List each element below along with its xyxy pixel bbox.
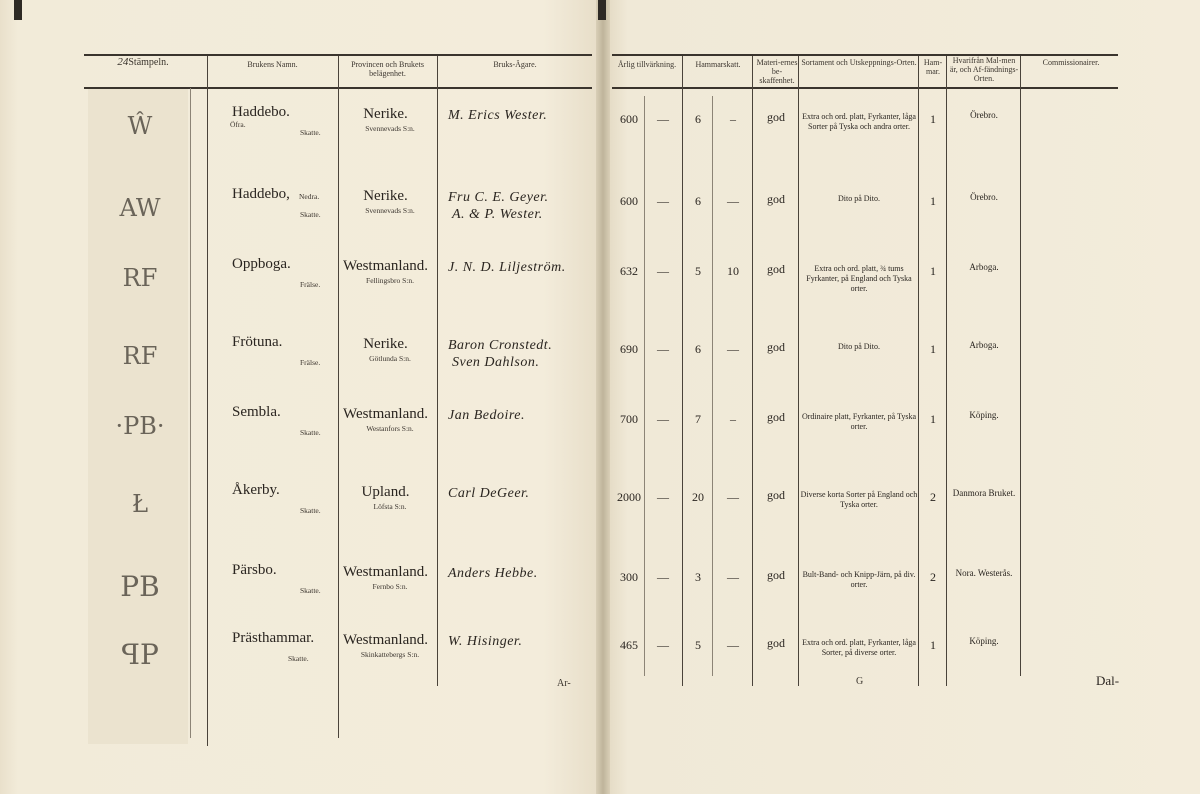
annual-output: 690	[620, 342, 638, 356]
col-rule	[682, 56, 683, 686]
ore-origin: Danmora Bruket.	[952, 488, 1016, 498]
ore-origin: Köping.	[969, 410, 999, 420]
stamp-mark: ꟼP	[121, 638, 159, 671]
owner: Carl DeGeer.	[448, 486, 530, 501]
owner: W. Hisinger.	[448, 634, 523, 649]
hammer-tax: 6	[695, 342, 701, 356]
signature-mark: G	[856, 676, 864, 687]
col-rule	[918, 56, 919, 686]
annual-output: 465	[620, 638, 638, 652]
assortment: Extra och ord. platt, Fyrkanter, låga Sorter på Tyska och andra orter.	[802, 112, 916, 131]
assortment: Dito på Dito.	[838, 342, 880, 351]
hammer-count: 1	[930, 194, 936, 208]
col-rule	[437, 56, 438, 686]
annual-output: 600	[620, 194, 638, 208]
parish: Fernbo S:n.	[372, 582, 408, 591]
province: Nerike.	[363, 106, 408, 122]
annual-output: 600	[620, 112, 638, 126]
stamp-mark: Ŵ	[127, 112, 153, 140]
hammer-tax-fraction: —	[727, 570, 739, 584]
ore-origin: Köping.	[969, 636, 999, 646]
header-stamp: 24Stämpeln.	[117, 56, 169, 68]
works-name: Frötuna.	[232, 334, 283, 350]
hammer-tax-fraction: —	[727, 638, 739, 652]
ore-origin: Örebro.	[970, 192, 998, 202]
province: Westmanland.	[342, 258, 429, 274]
works-tax-status: Frälse.	[300, 358, 321, 367]
col-rule	[798, 56, 799, 686]
output-dash: —	[657, 638, 669, 652]
works-name: Prästhammar.	[232, 630, 315, 646]
owner: Anders Hebbe.	[448, 566, 538, 581]
ore-origin: Örebro.	[970, 110, 998, 120]
ore-origin: Arboga.	[969, 340, 999, 350]
works-tax-status: Skatte.	[300, 128, 321, 137]
hammer-count: 2	[930, 570, 936, 584]
parish: Götlunda S:n.	[369, 354, 411, 363]
works-tax-status: Frälse.	[300, 280, 321, 289]
annual-output: 2000	[617, 490, 641, 504]
clip-center	[598, 0, 606, 20]
header-owner: Bruks-Ägare.	[493, 60, 537, 69]
owner-second: A. & P. Wester.	[452, 207, 543, 222]
col-rule	[946, 56, 947, 686]
col-rule	[712, 96, 713, 676]
output-dash: —	[657, 264, 669, 278]
ore-origin: Nora. Westerås.	[955, 568, 1013, 578]
province: Westmanland.	[342, 406, 429, 422]
hammer-tax-fraction: 10	[727, 264, 739, 278]
works-name: Haddebo,	[232, 186, 290, 202]
book-gutter	[596, 0, 610, 794]
header-top-rule-right	[612, 54, 1118, 56]
parish: Skinkattebergs S:n.	[360, 650, 420, 659]
material-quality: god	[767, 568, 785, 582]
hammer-count: 1	[930, 638, 936, 652]
annual-output: 632	[620, 264, 638, 278]
owner: Fru C. E. Geyer.	[448, 190, 549, 205]
province: Upland.	[361, 484, 410, 500]
material-quality: god	[767, 410, 785, 424]
assortment: Bult-Band- och Knipp-Järn, på div. orter.	[802, 570, 916, 589]
col-rule	[190, 88, 191, 738]
col-rule	[752, 56, 753, 686]
output-dash: —	[657, 490, 669, 504]
works-subname: Öfra.	[230, 120, 246, 129]
owner: Jan Bedoire.	[448, 408, 526, 423]
hammer-tax: 6	[695, 112, 701, 126]
hammer-tax: 5	[695, 638, 701, 652]
hammer-tax-fraction: —	[727, 490, 739, 504]
owner: Baron Cronstedt.	[448, 338, 553, 353]
hammer-tax: 3	[695, 570, 701, 584]
works-name: Haddebo.	[232, 104, 290, 120]
material-quality: god	[767, 110, 785, 124]
assortment: Dito på Dito.	[838, 194, 880, 203]
parish: Westanfors S:n.	[366, 424, 414, 433]
parish: Löfsta S:n.	[373, 502, 407, 511]
annual-output: 300	[620, 570, 638, 584]
stamp-mark: AW	[119, 194, 161, 222]
hammer-count: 1	[930, 264, 936, 278]
owner: J. N. D. Liljeström.	[448, 260, 566, 275]
hammer-tax: 6	[695, 194, 701, 208]
owner-second: Sven Dahlson.	[452, 355, 540, 370]
works-tax-status: Skatte.	[300, 586, 321, 595]
works-subname: Nedra.	[299, 192, 320, 201]
header-province: Provincen och Brukets belägenhet.	[351, 60, 424, 78]
material-quality: god	[767, 488, 785, 502]
header-material: Materi-ernes be-skaffenhet.	[756, 58, 798, 85]
annual-output: 700	[620, 412, 638, 426]
header-name: Brukens Namn.	[247, 60, 298, 69]
works-tax-status: Skatte.	[300, 506, 321, 515]
parish: Svennevads S:n.	[365, 206, 415, 215]
stamp-mark: RF	[122, 342, 158, 370]
col-rule	[644, 96, 645, 676]
assortment: Extra och ord. platt, ¾ tums Fyrkanter, på England och Tyska orter.	[806, 264, 912, 293]
hammer-tax-fraction: –	[730, 412, 736, 426]
stamp-mark: PB	[120, 570, 160, 603]
header-tax: Hammarskatt.	[695, 60, 741, 69]
parish: Svennevads S:n.	[365, 124, 415, 133]
stamp-mark: ·PB·	[115, 412, 165, 440]
works-tax-status: Skatte.	[300, 428, 321, 437]
assortment: Ordinaire platt, Fyrkanter, på Tyska orter.	[801, 412, 917, 431]
hammer-tax-fraction: —	[727, 342, 739, 356]
ore-origin: Arboga.	[969, 262, 999, 272]
hammer-tax: 7	[695, 412, 701, 426]
hammer-tax: 5	[695, 264, 701, 278]
parish: Fellingsbro S:n.	[366, 276, 414, 285]
output-dash: —	[657, 112, 669, 126]
header-output: Årlig tillvärkning.	[617, 60, 677, 69]
material-quality: god	[767, 262, 785, 276]
hammer-tax-fraction: —	[727, 194, 739, 208]
assortment: Diverse korta Sorter på England och Tyska orter.	[800, 490, 918, 509]
province: Westmanland.	[342, 632, 429, 648]
hammer-count: 1	[930, 342, 936, 356]
province: Nerike.	[363, 336, 408, 352]
province: Nerike.	[363, 188, 408, 204]
assortment: Extra och ord. platt, Fyrkanter, låga Sorter, på diverse orter.	[802, 638, 916, 657]
output-dash: —	[657, 412, 669, 426]
stamp-mark: RF	[122, 264, 158, 292]
stamp-mark: Ł	[131, 490, 149, 518]
material-quality: god	[767, 636, 785, 650]
output-dash: —	[657, 194, 669, 208]
clip-left	[14, 0, 22, 20]
hammer-count: 1	[930, 112, 936, 126]
works-name: Sembla.	[232, 404, 281, 420]
works-tax-status: Skatte.	[300, 210, 321, 219]
col-rule	[207, 56, 208, 746]
header-bottom-rule-right	[612, 87, 1118, 89]
hammer-count: 2	[930, 490, 936, 504]
owner: M. Erics Wester.	[448, 108, 548, 123]
hammer-tax: 20	[692, 490, 704, 504]
output-dash: —	[657, 342, 669, 356]
works-name: Pärsbo.	[232, 562, 277, 578]
province: Westmanland.	[342, 564, 429, 580]
catchword-left: Ar-	[557, 678, 571, 689]
material-quality: god	[767, 340, 785, 354]
works-name: Oppboga.	[232, 256, 291, 272]
works-name: Åkerby.	[232, 482, 280, 498]
material-quality: god	[767, 192, 785, 206]
works-tax-status: Skatte.	[288, 654, 309, 663]
hammer-tax-fraction: –	[730, 112, 736, 126]
output-dash: —	[657, 570, 669, 584]
col-rule	[1020, 56, 1021, 676]
header-hammers: Ham-mar.	[923, 58, 943, 76]
header-commission: Commissionairer.	[1042, 58, 1100, 67]
hammer-count: 1	[930, 412, 936, 426]
header-origin: Hvarifrån Mal-men är, och Af-fändnings-Orten.	[949, 56, 1019, 83]
catchword-right: Dal-	[1096, 673, 1120, 688]
header-assortment: Sortament och Utskeppnings-Orten.	[801, 58, 917, 67]
